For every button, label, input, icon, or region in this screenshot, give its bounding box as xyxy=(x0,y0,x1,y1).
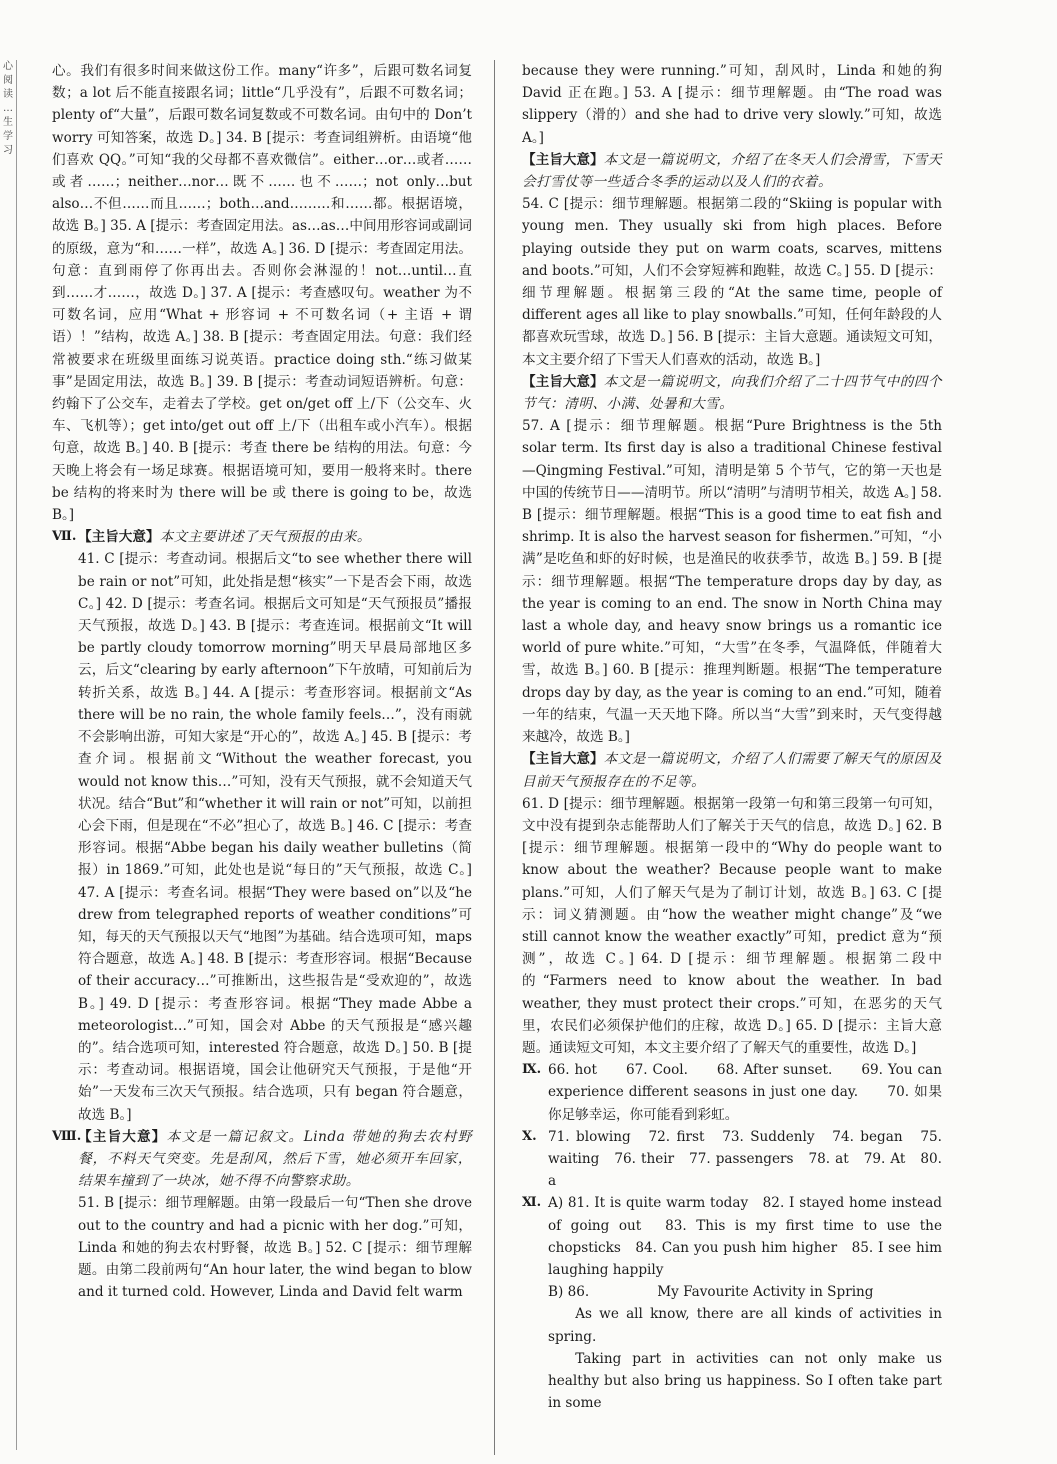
summary-text: 本文是一篇记叙文。Linda 带她的狗去农村野餐，不料天气突变。先是刮风，然后下雪，她必须开车回家，结果车撞到了一块冰，她不得不向警察求助。 xyxy=(78,1128,472,1190)
section-10 xyxy=(522,1126,942,1193)
answers-61-65: 61. D [提示：细节理解题。根据第一段第一句和第三段第一句可知，文中没有提到杂志能帮助人们了解关于天气的信息，故选 D。] 62. B [提示：细节理解题。根据第一段中的“Why do people want to know about the weather? Because people want to make plans.”可知，人们了解天气是为了制订计划，故选 B。] 63. C [提示：词义猜测题。由“how the weather might change”及“we still cannot know the weather exactly”可知，predict 意为“预测”，故选 C。] 64. D [提示：细节理解题。根据第二段中的“Farmers need to know about the weather. In bad weather, they must protect their crops.”可知，在恶劣的天气里，农民们必须保护他们的庄稼，故选 D。] 65. D [提示：主旨大意题。通读短文可知，本文主要介绍了了解天气的重要性，故选 D。] xyxy=(522,795,942,1056)
passage-b-summary xyxy=(522,149,942,193)
summary-text: 本文是一篇说明文，介绍了在冬天人们会滑雪，下雪天会打雪仗等一些适合冬季的运动以及人们的衣着。 xyxy=(522,151,943,191)
section-8-summary xyxy=(78,1126,472,1193)
answers-57-60: 57. A [提示：细节理解题。根据“Pure Brightness is the 5th solar term. Its first day is also a traditional Chinese festival—Qingming Festival.”可知，清明是第 5 个节气，它的第一天也是中国的传统节日——清明节。所以“清明”与清明节相关，故选 A。] 58. B [提示：细节理解题。根据“This is a good time to eat fish and shrimp. It is also the harvest season for fishermen.”可知，“小满”是吃鱼和虾的好时候，也是渔民的收获季节，故选 B。] 59. B [提示：细节理解题。根据“The temperature drops day by day, as the year is coming to an end. The snow in North China may last a whole day, and heavy snow brings us a romantic ice world of pure white.”可知，“大雪”在冬季，气温降低，伴随着大雪，故选 B。] 60. B [提示：推理判断题。根据“The temperature drops day by day, as the year is coming to an end.”可知，随着一年的结束，气温一天天地下降。所以当“大雪”到来时，天气变得越来越冷，故选 B。] xyxy=(522,418,942,746)
topic-tag: 【主旨大意】 xyxy=(78,1128,167,1145)
margin-text: 心 阅 读 … 生 学 习 xyxy=(3,61,13,156)
part-b-label: B) 86. xyxy=(548,1284,590,1301)
essay-title: My Favourite Activity in Spring xyxy=(657,1284,874,1301)
section-7 xyxy=(52,526,472,1125)
section-8-label: Ⅷ. xyxy=(52,1128,82,1144)
summary-text: 本文是一篇说明文，向我们介绍了二十四节气中的四个节气：清明、小满、处暑和大雪。 xyxy=(522,373,943,413)
left-column xyxy=(52,60,472,1303)
section-7-label: Ⅶ. xyxy=(52,529,77,545)
topic-tag: 【主旨大意】 xyxy=(78,529,160,546)
section-11-label: Ⅺ. xyxy=(522,1195,542,1211)
topic-tag: 【主旨大意】 xyxy=(522,751,604,768)
section-7-summary xyxy=(78,526,472,548)
section-9 xyxy=(522,1059,942,1126)
answers-81-85: A) 81. It is quite warm today 82. I stayed home instead of going out 83. This is my first time to use the chopsticks 84. Can you push him higher 85. I see him laughing happily xyxy=(548,1195,942,1278)
answers-34-40: 心。我们有很多时间来做这份工作。many“许多”，后跟可数名词复数；a lot 后不能直接跟名词；little“几乎没有”，后跟不可数名词；plenty of“大量”，后跟可数名词复数或不可数名词。由句中的 Don’t worry 可知答案，故选 D。] 34. B [提示：考查词组辨析。由语境“他们喜欢 QQ。”可知“我的父母都不喜欢微信”。either…or…或者……或者……；neither…nor…既不……也不……；not only…but also…不但……而且……；both…and………和……都。根据语境，故选 B。] 35. A [提示：考查固定用法。as…as…中间用形容词或副词的原级，意为“和……一样”，故选 A。] 36. D [提示：考查固定用法。句意：直到雨停了你再出去。否则你会淋湿的！not…until…直到……才……，故选 D。] 37. A [提示：考查感叹句。weather 为不可数名词，应用“What + 形容词 + 不可数名词（+ 主语 + 谓语）！”结构，故选 A。] 38. B [提示：考查固定用法。句意：我们经常被要求在班级里面练习说英语。practice doing sth.“练习做某事”是固定用法，故选 B。] 39. B [提示：考查动词短语辨析。句意：约翰下了公交车，走着去了学校。get on/get off 上/下（公交车、火车、飞机等）；get into/get out off 上/下（出租车或小汽车）。根据句意，故选 B。] 40. B [提示：考查 there be 结构的用法。句意：今天晚上将会有一场足球赛。根据语境可知，要用一般将来时。there be 结构的将来时为 there will be 或 there is going to be，故选 B。] xyxy=(52,63,472,524)
answers-71-80: 71. blowing 72. first 73. Suddenly 74. began 75. waiting 76. their 77. passengers 78. at 79. At 80. a xyxy=(548,1128,942,1190)
essay-paragraph-1: As we all know, there are all kinds of activities in spring. xyxy=(548,1306,942,1345)
answers-66-70: 66. hot 67. Cool. 68. After sunset. 69. You can experience different seasons in just one day. 70. 如果你足够幸运，你可能看到彩虹。 xyxy=(548,1062,942,1123)
essay-paragraph-2: Taking part in activities can not only make us healthy but also bring us happiness. So I often take part in some xyxy=(548,1350,942,1412)
passage-d-summary xyxy=(522,748,942,792)
summary-text: 本文是一篇说明文，介绍了人们需要了解天气的原因及目前天气预报存在的不足等。 xyxy=(522,751,943,790)
right-column xyxy=(522,60,942,1414)
essay-header xyxy=(548,1281,942,1303)
section-10-label: Ⅹ. xyxy=(522,1128,537,1144)
answers-54-56: 54. C [提示：细节理解题。根据第二段的“Skiing is popular with young men. They usually ski from high places. Before playing outside they put on warm coats, scarves, mittens and boots.”可知，人们不会穿短裤和跑鞋，故选 C。] 55. D [提示：细节理解题。根据第三段的“At the same time, people of different ages all like to play snowballs.”可知，任何年龄段的人都喜欢玩雪球，故选 D。] 56. B [提示：主旨大意题。通读短文可知，本文主要介绍了下雪天人们喜欢的活动，故选 B。] xyxy=(522,196,942,368)
answers-41-50: 41. C [提示：考查动词。根据后文“to see whether there will be rain or not”可知，此处指是想“核实”一下是否会下雨，故选 C。] 42. D [提示：考查名词。根据后文可知是“天气预报员”播报天气预报，故选 D。] 43. B [提示：考查连词。根据前文“It will be partly cloudy tomorrow morning”明天早晨局部地区多云，后文“clearing by early afternoon”下午放晴，可知前后为转折关系，故选 B。] 44. A [提示：考查形容词。根据前文“As there will be no rain, the whole family feels…”，没有雨就不会影响出游，可知大家是“开心的”，故选 A。] 45. B [提示：考查介词。根据前文“Without the weather forecast, you would not know this…”可知，没有天气预报，就不会知道天气状况。结合“But”和“whether it will rain or not”可知，以前担心会下雨，但是现在“不必”担心了，故选 B。] 46. C [提示：考查形容词。根据“Abbe began his daily weather bulletins（简报）in 1869.”可知，此处也是说“每日的”天气预报，故选 C。] 47. A [提示：考查名词。根据“They were based on”以及“he drew from telegraphed reports of weather conditions”可知，每天的天气预报以天气“地图”为基础。结合选项可知，maps 符合题意，故选 A。] 48. B [提示：考查形容词。根据“Because of their accuracy…”可推断出，这些报告是“受欢迎的”，故选 B。] 49. D [提示：考查形容词。根据“They made Abbe a meteorologist…”可知，国会对 Abbe 的天气预报是“感兴趣的”。结合选项可知，interested 符合题意，故选 D。] 50. B [提示：考查动词。根据语境，国会让他研究天气预报，于是他“开始”一天发布三次天气预报。结合选项，只有 began 符合题意，故选 B。] xyxy=(78,551,472,1123)
section-11 xyxy=(522,1192,942,1414)
section-8 xyxy=(52,1126,472,1304)
summary-text: 本文主要讲述了天气预报的由来。 xyxy=(159,529,371,546)
topic-tag: 【主旨大意】 xyxy=(522,373,604,390)
answers-52-53: because they were running.”可知，刮风时，Linda 和她的狗 David 正在跑。] 53. A [提示：细节理解题。由“The road was slippery（滑的）and she had to drive very slowly.”可知，故选 A。] xyxy=(522,63,942,146)
answers-51-52: 51. B [提示：细节理解题。由第一段最后一句“Then she drove out to the country and had a picnic with her dog.”可知，Linda 和她的狗去农村野餐，故选 B。] 52. C [提示：细节理解题。由第二段前两句“An hour later, the wind began to blow and it turned cold. However, Linda and David felt warm xyxy=(78,1195,472,1301)
margin-strip xyxy=(0,60,17,1450)
passage-c-summary xyxy=(522,371,942,415)
column-divider xyxy=(494,60,495,1455)
topic-tag: 【主旨大意】 xyxy=(522,151,604,168)
section-9-label: Ⅸ. xyxy=(522,1062,542,1078)
